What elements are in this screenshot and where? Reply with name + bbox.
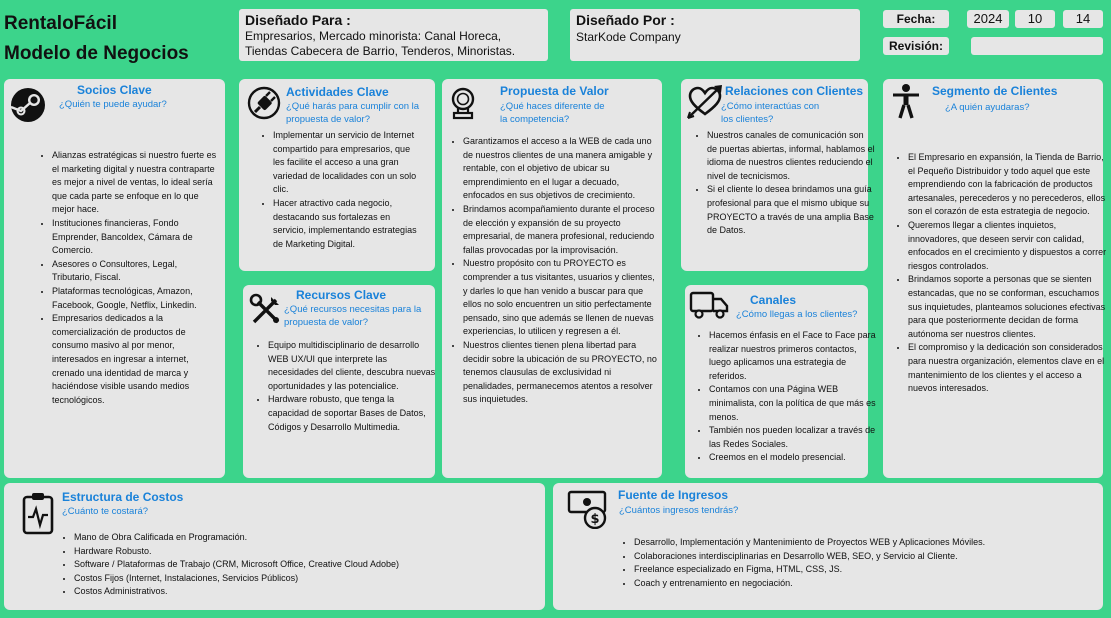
key-resources-subtitle-1: ¿Qué recursos necesitas para la bbox=[284, 304, 422, 315]
list-item: • Queremos llegar a clientes inquietos, innovadores, que deseen servir con calidad, enfocados en el crecimiento y dispuestos a correr riesgos controlados. bbox=[908, 219, 1108, 273]
channels-subtitle: ¿Cómo llegas a los clientes? bbox=[736, 309, 858, 320]
customer-segments-title: Segmento de Clientes bbox=[932, 84, 1058, 98]
customer-relationships-title: Relaciones con Clientes bbox=[725, 84, 864, 98]
channels-title: Canales bbox=[750, 293, 797, 307]
list-item: • Desarrollo, Implementación y Mantenimiento de Proyectos WEB y Aplicaciones Móviles. bbox=[634, 536, 1104, 550]
svg-text:$: $ bbox=[590, 512, 600, 527]
designed-by-box bbox=[570, 9, 860, 61]
clipboard-pulse-icon bbox=[21, 491, 55, 540]
key-partners-card bbox=[4, 79, 225, 478]
person-icon bbox=[891, 83, 921, 124]
list-item: • Costos Fijos (Internet, Instalaciones, Servicios Públicos) bbox=[74, 572, 514, 586]
value-proposition-subtitle-2: la competencia? bbox=[500, 114, 570, 125]
designed-by-label: Diseñado Por : bbox=[576, 12, 675, 28]
customer-relationships-subtitle-2: los clientes? bbox=[721, 114, 774, 125]
customer-relationships-subtitle-1: ¿Cómo interactúas con bbox=[721, 101, 820, 112]
customer-segments-subtitle: ¿A quién ayudaras? bbox=[945, 102, 1030, 113]
list-item: • Si el cliente lo desea brindamos una guía profesional para que el mismo ubique su PROYECTO a través de una amplia Base de Datos. bbox=[707, 183, 875, 237]
award-icon bbox=[450, 87, 476, 126]
list-item: • Nuestros clientes tienen plena libertad para decidir sobre la ubicación de su PROYECTO, no tenemos clausulas de exclusividad ni penalidades, permanecemos atentos a resolver sus inquietudes. bbox=[463, 339, 659, 407]
list-item: • Coach y entrenamiento en negociación. bbox=[634, 577, 1104, 591]
list-item: • Hardware robusto, que tenga la capacidad de soportar Bases de Datos, Códigos y Desarrollo Multimedia. bbox=[268, 393, 436, 434]
canvas-title: Modelo de Negocios bbox=[4, 43, 189, 64]
brand-name: RentaloFácil bbox=[4, 13, 117, 34]
date-month[interactable]: 10 bbox=[1015, 10, 1055, 28]
steam-icon bbox=[10, 87, 46, 128]
key-resources-list bbox=[254, 339, 436, 434]
list-item: • Nuestro propósito con tu PROYECTO es comprender a tus visitantes, usuarios y clientes, y darles lo que han venido a buscar para que ellos no solo encuentren un sitio perfectamente pensado, sino que además se llenen de nuevas experiencias, lo utilicen y regresen a él. bbox=[463, 257, 659, 339]
key-partners-title: Socios Clave bbox=[77, 83, 152, 97]
key-resources-subtitle-2: propuesta de valor? bbox=[284, 317, 368, 328]
customer-relationships-list bbox=[693, 129, 875, 238]
list-item: • Alianzas estratégicas si nuestro fuerte es el marketing digital y nuestra contraparte es mejor a nivel de ventas, lo ideal sería que cada parte se enfoque en lo que mejor hace. bbox=[52, 149, 217, 217]
list-item: • El Empresario en expansión, la Tienda de Barrio, el Pequeño Distribuidor y todo aquel que este emprendiendo con la fabricación de productos artesanales, perecederos y no perecederos, ellos son el corazón de esta estrategia de negocio. bbox=[908, 151, 1108, 219]
channels-list bbox=[695, 329, 881, 465]
revenue-streams-card bbox=[553, 483, 1103, 610]
revision-label: Revisión: bbox=[883, 37, 949, 55]
list-item: • Implementar un servicio de Internet compartido para empresarios, que les facilite el acceso a una gran variedad de localidades con un solo clic. bbox=[273, 129, 423, 197]
truck-icon bbox=[689, 290, 729, 325]
list-item: • Empresarios dedicados a la comercialización de productos de consumo masivo al por menor, interesados en ingresar a internet, crenado una identidad de marca y haciéndose visible usando medios tecnológicos. bbox=[52, 312, 217, 407]
list-item: • Creemos en el modelo presencial. bbox=[709, 451, 881, 465]
tools-icon bbox=[249, 293, 283, 332]
key-activities-card bbox=[239, 79, 435, 271]
cost-structure-card bbox=[4, 483, 545, 610]
list-item: • Plataformas tecnológicas, Amazon, Facebook, Google, Netflix, Linkedin. bbox=[52, 285, 217, 312]
list-item: • Hacer atractivo cada negocio, destacando sus fortalezas en servicio, implementando estrategias de Marketing Digital. bbox=[273, 197, 423, 251]
designed-for-box bbox=[239, 9, 548, 61]
key-resources-card bbox=[243, 285, 435, 478]
heart-arrow-icon bbox=[686, 84, 724, 125]
value-proposition-card bbox=[442, 79, 662, 478]
cost-structure-title: Estructura de Costos bbox=[62, 490, 184, 504]
money-icon bbox=[567, 489, 609, 534]
list-item: • Equipo multidisciplinario de desarrollo WEB UX/UI que interprete las necesidades del cliente, descubra nuevas oportunidades y las potencialice. bbox=[268, 339, 436, 393]
customer-segments-list bbox=[894, 151, 1108, 396]
list-item: • Colaboraciones interdisciplinarias en Desarrollo WEB, SEO, y Servicio al Cliente. bbox=[634, 550, 1104, 564]
list-item: • Instituciones financieras, Fondo Emprender, Bancoldex, Cámara de Comercio. bbox=[52, 217, 217, 258]
key-partners-list bbox=[38, 149, 217, 407]
date-day[interactable]: 14 bbox=[1063, 10, 1103, 28]
designed-for-label: Diseñado Para : bbox=[245, 12, 351, 28]
list-item: • El compromiso y la dedicación son considerados para nuestra organización, elementos clave en el mantenimiento de los clientes y el acceso a nuevos interesados. bbox=[908, 341, 1108, 395]
date-label: Fecha: bbox=[883, 10, 949, 28]
designed-by-value: StarKode Company bbox=[576, 30, 681, 44]
designed-for-line-1: Empresarios, Mercado minorista: Canal Horeca, bbox=[245, 29, 502, 43]
cost-structure-list bbox=[60, 531, 514, 599]
list-item: • También nos pueden localizar a través de las Redes Sociales. bbox=[709, 424, 881, 451]
revenue-streams-subtitle: ¿Cuántos ingresos tendrás? bbox=[619, 505, 739, 516]
list-item: • Hardware Robusto. bbox=[74, 545, 514, 559]
list-item: • Asesores o Consultores, Legal, Tributario, Fiscal. bbox=[52, 258, 217, 285]
customer-segments-card bbox=[883, 79, 1107, 478]
channels-card bbox=[685, 285, 876, 478]
list-item: • Contamos con una Página WEB minimalista, con la política de que más es menos. bbox=[709, 383, 881, 424]
list-item: • Garantizamos el acceso a la WEB de cada uno de nuestros clientes de una manera amigable y rentable, con el objetivo de ubicar su emprendimiento en el lugar a decuado, enfocados en sus objetivos de crecimiento. bbox=[463, 135, 659, 203]
key-activities-subtitle-2: propuesta de valor? bbox=[286, 114, 370, 125]
revenue-streams-list bbox=[620, 536, 1104, 590]
key-activities-subtitle-1: ¿Qué harás para cumplir con la bbox=[286, 101, 420, 112]
date-year[interactable]: 2024 bbox=[967, 10, 1009, 28]
list-item: • Software / Plataformas de Trabajo (CRM, Microsoft Office, Creative Cloud Adobe) bbox=[74, 558, 514, 572]
value-proposition-title: Propuesta de Valor bbox=[500, 84, 609, 98]
list-item: • Freelance especializado en Figma, HTML, CSS, JS. bbox=[634, 563, 1104, 577]
designed-for-line-2: Tiendas Cabecera de Barrio, Tenderos, Minoristas. bbox=[245, 44, 516, 58]
value-proposition-subtitle-1: ¿Qué haces diferente de bbox=[500, 101, 605, 112]
value-proposition-list bbox=[449, 135, 659, 407]
customer-relationships-card bbox=[681, 79, 875, 271]
cost-structure-subtitle: ¿Cuánto te costará? bbox=[62, 506, 149, 517]
plug-icon bbox=[247, 86, 281, 125]
key-activities-title: Actividades Clave bbox=[286, 85, 389, 99]
list-item: • Hacemos énfasis en el Face to Face para realizar nuestros primeros contactos, luego aplicamos una estrategia de referidos. bbox=[709, 329, 881, 383]
list-item: • Brindamos acompañamiento durante el proceso de elección y expansión de su proyecto empresarial, de manera profesional, reduciendo fallas provocadas por la improvisación. bbox=[463, 203, 659, 257]
list-item: • Mano de Obra Calificada en Programación. bbox=[74, 531, 514, 545]
key-partners-subtitle: ¿Quién te puede ayudar? bbox=[59, 99, 167, 110]
revision-field[interactable] bbox=[971, 37, 1103, 55]
list-item: • Brindamos soporte a personas que se sienten estancadas, que no se conforman, escuchamos sus inquietudes, planteamos soluciones efectivas para que posteriormente decidan de forma autónoma ser nuestros clientes. bbox=[908, 273, 1108, 341]
list-item: • Costos Administrativos. bbox=[74, 585, 514, 599]
revenue-streams-title: Fuente de Ingresos bbox=[618, 488, 729, 502]
key-resources-title: Recursos Clave bbox=[296, 288, 387, 302]
key-activities-list bbox=[259, 129, 423, 251]
list-item: • Nuestros canales de comunicación son de puertas abiertas, informal, hablamos el idioma de nuestros clientes reduciendo el nivel de tecnicismos. bbox=[707, 129, 875, 183]
